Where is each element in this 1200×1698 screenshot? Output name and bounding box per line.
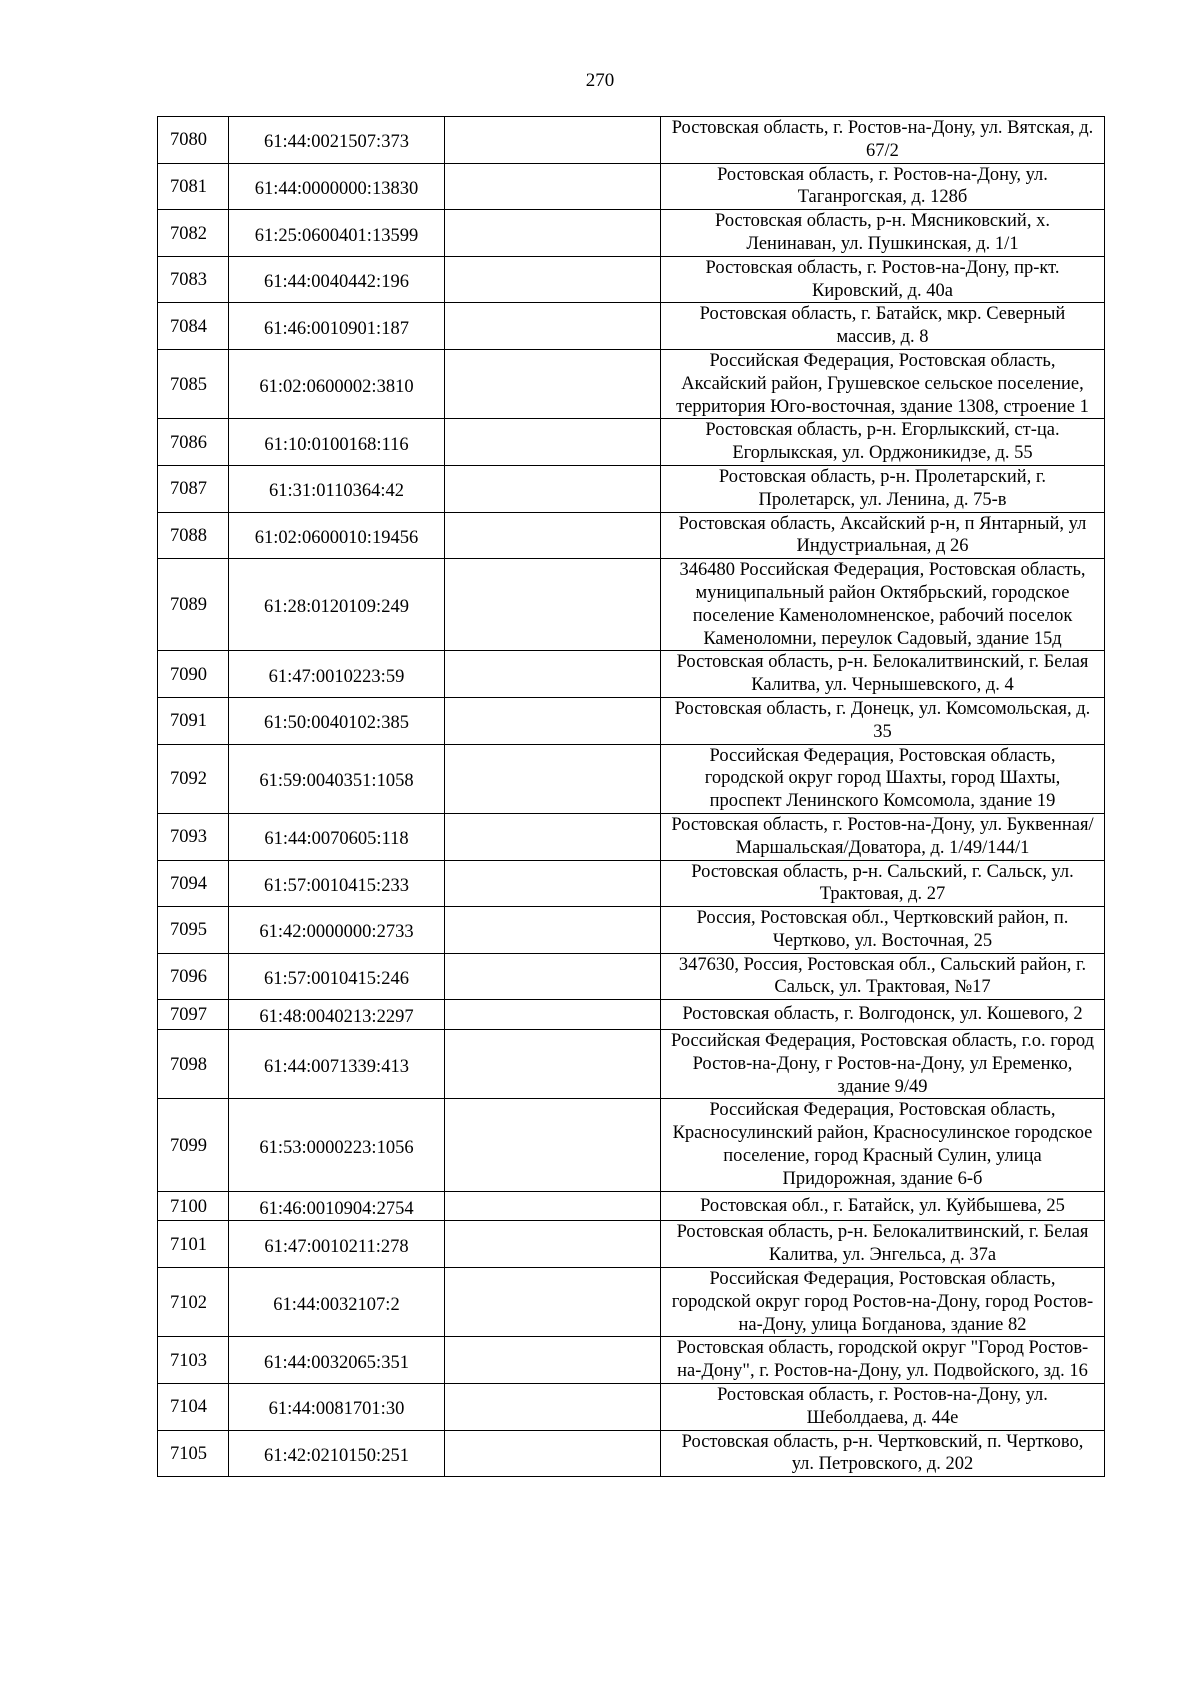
table-row	[158, 419, 1105, 466]
row-number-cell: 7092	[158, 744, 229, 813]
cadastral-number-cell: 61:44:0040442:196	[229, 256, 445, 303]
cadastral-number-cell: 61:50:0040102:385	[229, 697, 445, 744]
row-number-cell: 7095	[158, 907, 229, 954]
row-number-cell: 7084	[158, 303, 229, 350]
empty-cell	[445, 697, 661, 744]
table-row	[158, 256, 1105, 303]
cadastral-number-cell: 61:44:0000000:13830	[229, 163, 445, 210]
cadastral-number-cell: 61:47:0010223:59	[229, 651, 445, 698]
address-cell: Российская Федерация, Ростовская область, г.о. город Ростов-на-Дону, г Ростов-на-Дону, ул Еременко, здание 9/49	[661, 1030, 1105, 1099]
table-row	[158, 1099, 1105, 1191]
table-row	[158, 697, 1105, 744]
table-row	[158, 303, 1105, 350]
address-cell: Ростовская область, р-н. Белокалитвинский, г. Белая Калитва, ул. Чернышевского, д. 4	[661, 651, 1105, 698]
table-body	[158, 117, 1105, 1477]
address-cell: Российская Федерация, Ростовская область, городской округ город Шахты, город Шахты, проспект Ленинского Комсомола, здание 19	[661, 744, 1105, 813]
empty-cell	[445, 1430, 661, 1477]
empty-cell	[445, 1384, 661, 1431]
cadastral-number-cell: 61:28:0120109:249	[229, 559, 445, 651]
address-cell: Российская Федерация, Ростовская область, Аксайский район, Грушевское сельское поселение, территория Юго-восточная, здание 1308, строение 1	[661, 349, 1105, 418]
row-number-cell: 7103	[158, 1337, 229, 1384]
table-row	[158, 1000, 1105, 1030]
row-number-cell: 7088	[158, 512, 229, 559]
empty-cell	[445, 512, 661, 559]
address-cell: Российская Федерация, Ростовская область, Красносулинский район, Красносулинское городское поселение, город Красный Сулин, улица Придорожная, здание 6-б	[661, 1099, 1105, 1191]
cadastral-number-cell: 61:44:0081701:30	[229, 1384, 445, 1431]
table-row	[158, 210, 1105, 257]
cadastral-number-cell: 61:02:0600002:3810	[229, 349, 445, 418]
table-row	[158, 907, 1105, 954]
cadastral-number-cell: 61:47:0010211:278	[229, 1221, 445, 1268]
row-number-cell: 7097	[158, 1000, 229, 1030]
address-cell: Ростовская область, г. Ростов-на-Дону, ул. Буквенная/Маршальская/Доватора, д. 1/49/144/1	[661, 813, 1105, 860]
empty-cell	[445, 953, 661, 1000]
address-cell: Ростовская область, р-н. Егорлыкский, ст-ца. Егорлыкская, ул. Орджоникидзе, д. 55	[661, 419, 1105, 466]
table-row	[158, 651, 1105, 698]
address-cell: Ростовская область, г. Донецк, ул. Комсомольская, д. 35	[661, 697, 1105, 744]
table-row	[158, 1337, 1105, 1384]
table-row	[158, 1221, 1105, 1268]
cadastral-number-cell: 61:44:0071339:413	[229, 1030, 445, 1099]
empty-cell	[445, 813, 661, 860]
address-cell: Ростовская область, г. Батайск, мкр. Северный массив, д. 8	[661, 303, 1105, 350]
empty-cell	[445, 1191, 661, 1221]
row-number-cell: 7102	[158, 1268, 229, 1337]
cadastral-number-cell: 61:59:0040351:1058	[229, 744, 445, 813]
table-row	[158, 953, 1105, 1000]
address-cell: Ростовская область, р-н. Мясниковский, х. Ленинаван, ул. Пушкинская, д. 1/1	[661, 210, 1105, 257]
address-cell: 347630, Россия, Ростовская обл., Сальский район, г. Сальск, ул. Трактовая, №17	[661, 953, 1105, 1000]
table-row	[158, 1268, 1105, 1337]
row-number-cell: 7101	[158, 1221, 229, 1268]
address-cell: Ростовская обл., г. Батайск, ул. Куйбышева, 25	[661, 1191, 1105, 1221]
row-number-cell: 7099	[158, 1099, 229, 1191]
table-row	[158, 559, 1105, 651]
row-number-cell: 7104	[158, 1384, 229, 1431]
table-row	[158, 117, 1105, 164]
empty-cell	[445, 1221, 661, 1268]
table-row	[158, 1191, 1105, 1221]
page-number: 270	[585, 70, 615, 91]
row-number-cell: 7082	[158, 210, 229, 257]
address-cell: Ростовская область, р-н. Белокалитвинский, г. Белая Калитва, ул. Энгельса, д. 37а	[661, 1221, 1105, 1268]
address-cell: Ростовская область, г. Ростов-на-Дону, пр-кт. Кировский, д. 40а	[661, 256, 1105, 303]
cadastral-number-cell: 61:25:0600401:13599	[229, 210, 445, 257]
address-cell: Ростовская область, р-н. Пролетарский, г. Пролетарск, ул. Ленина, д. 75-в	[661, 465, 1105, 512]
cadastral-number-cell: 61:44:0021507:373	[229, 117, 445, 164]
empty-cell	[445, 349, 661, 418]
cadastral-number-cell: 61:53:0000223:1056	[229, 1099, 445, 1191]
cadastral-number-cell: 61:46:0010904:2754	[229, 1191, 445, 1221]
row-number-cell: 7087	[158, 465, 229, 512]
table-row	[158, 163, 1105, 210]
empty-cell	[445, 210, 661, 257]
row-number-cell: 7083	[158, 256, 229, 303]
empty-cell	[445, 651, 661, 698]
table-row	[158, 860, 1105, 907]
row-number-cell: 7093	[158, 813, 229, 860]
empty-cell	[445, 907, 661, 954]
empty-cell	[445, 1268, 661, 1337]
address-cell: Ростовская область, г. Ростов-на-Дону, ул. Таганрогская, д. 128б	[661, 163, 1105, 210]
empty-cell	[445, 465, 661, 512]
row-number-cell: 7090	[158, 651, 229, 698]
cadastral-number-cell: 61:44:0032065:351	[229, 1337, 445, 1384]
table-row	[158, 465, 1105, 512]
empty-cell	[445, 256, 661, 303]
table-row	[158, 744, 1105, 813]
address-cell: Ростовская область, городской округ "Город Ростов-на-Дону", г. Ростов-на-Дону, ул. Подвойского, зд. 16	[661, 1337, 1105, 1384]
row-number-cell: 7085	[158, 349, 229, 418]
empty-cell	[445, 559, 661, 651]
cadastral-number-cell: 61:57:0010415:246	[229, 953, 445, 1000]
empty-cell	[445, 1000, 661, 1030]
address-cell: Ростовская область, р-н. Сальский, г. Сальск, ул. Трактовая, д. 27	[661, 860, 1105, 907]
row-number-cell: 7086	[158, 419, 229, 466]
table-row	[158, 349, 1105, 418]
cadastral-number-cell: 61:02:0600010:19456	[229, 512, 445, 559]
cadastral-number-cell: 61:42:0210150:251	[229, 1430, 445, 1477]
cadastral-number-cell: 61:46:0010901:187	[229, 303, 445, 350]
row-number-cell: 7094	[158, 860, 229, 907]
table-row	[158, 1030, 1105, 1099]
empty-cell	[445, 1030, 661, 1099]
empty-cell	[445, 117, 661, 164]
empty-cell	[445, 1099, 661, 1191]
empty-cell	[445, 163, 661, 210]
table-row	[158, 512, 1105, 559]
row-number-cell: 7100	[158, 1191, 229, 1221]
row-number-cell: 7081	[158, 163, 229, 210]
empty-cell	[445, 860, 661, 907]
property-register-table	[157, 116, 1105, 1477]
row-number-cell: 7096	[158, 953, 229, 1000]
cadastral-number-cell: 61:48:0040213:2297	[229, 1000, 445, 1030]
row-number-cell: 7080	[158, 117, 229, 164]
row-number-cell: 7098	[158, 1030, 229, 1099]
cadastral-number-cell: 61:31:0110364:42	[229, 465, 445, 512]
cadastral-number-cell: 61:42:0000000:2733	[229, 907, 445, 954]
address-cell: 346480 Российская Федерация, Ростовская область, муниципальный район Октябрьский, городское поселение Каменоломненское, рабочий поселок Каменоломни, переулок Садовый, здание 15д	[661, 559, 1105, 651]
address-cell: Ростовская область, г. Ростов-на-Дону, ул. Вятская, д. 67/2	[661, 117, 1105, 164]
cadastral-number-cell: 61:44:0032107:2	[229, 1268, 445, 1337]
row-number-cell: 7105	[158, 1430, 229, 1477]
cadastral-number-cell: 61:10:0100168:116	[229, 419, 445, 466]
table-row	[158, 813, 1105, 860]
table-row	[158, 1384, 1105, 1431]
address-cell: Российская Федерация, Ростовская область, городской округ город Ростов-на-Дону, город Ростов-на-Дону, улица Богданова, здание 82	[661, 1268, 1105, 1337]
cadastral-number-cell: 61:44:0070605:118	[229, 813, 445, 860]
empty-cell	[445, 1337, 661, 1384]
address-cell: Ростовская область, Аксайский р-н, п Янтарный, ул Индустриальная, д 26	[661, 512, 1105, 559]
empty-cell	[445, 744, 661, 813]
empty-cell	[445, 303, 661, 350]
table-row	[158, 1430, 1105, 1477]
empty-cell	[445, 419, 661, 466]
row-number-cell: 7089	[158, 559, 229, 651]
address-cell: Ростовская область, г. Ростов-на-Дону, ул. Шеболдаева, д. 44е	[661, 1384, 1105, 1431]
address-cell: Россия, Ростовская обл., Чертковский район, п. Чертково, ул. Восточная, 25	[661, 907, 1105, 954]
row-number-cell: 7091	[158, 697, 229, 744]
address-cell: Ростовская область, р-н. Чертковский, п. Чертково, ул. Петровского, д. 202	[661, 1430, 1105, 1477]
cadastral-number-cell: 61:57:0010415:233	[229, 860, 445, 907]
address-cell: Ростовская область, г. Волгодонск, ул. Кошевого, 2	[661, 1000, 1105, 1030]
